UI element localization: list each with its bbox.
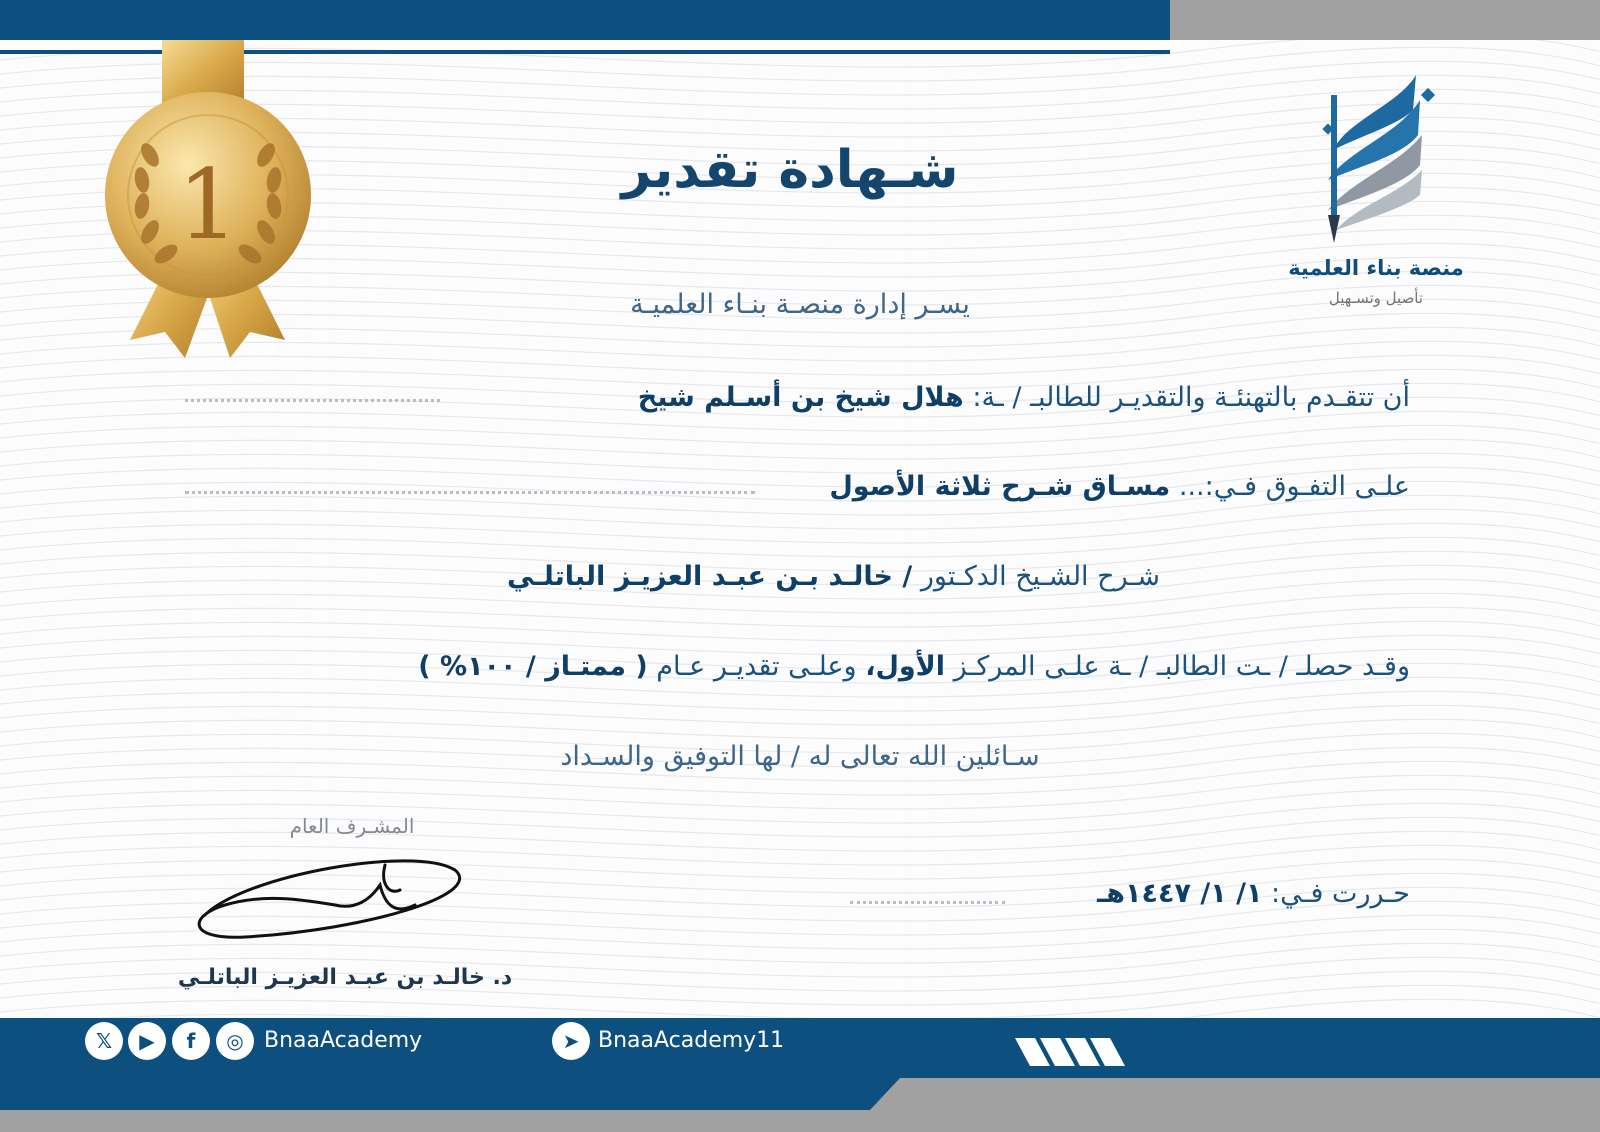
bnaa-logo-icon <box>1288 65 1468 320</box>
student-name: هلال شيخ بن أسـلم شيخ <box>637 382 964 413</box>
rank-line <box>418 645 1410 689</box>
certificate-title: شـهادة تقدير <box>621 140 959 200</box>
subject-name: مسـاق شـرح ثلاثة الأصول <box>829 471 1171 502</box>
rank-prefix: وقـد حصلـ / ـت الطالبـ / ـة علـى المركـز <box>953 651 1410 682</box>
instagram-icon[interactable]: ◎ <box>216 1022 254 1060</box>
closing-line: سـائلين الله تعالى له / لها التوفيق والسـداد <box>560 741 1040 772</box>
teacher-line <box>507 555 1160 599</box>
subject-dotted-line <box>185 490 755 494</box>
facebook-icon[interactable]: f <box>172 1022 210 1060</box>
date-dotted-line <box>850 900 1005 904</box>
signature-image <box>185 845 475 950</box>
subject-prefix: علـى التفـوق فـي:... <box>1178 471 1410 502</box>
youtube-icon[interactable]: ▶ <box>128 1022 166 1060</box>
teacher-prefix: شـرح الشـيخ الدكـتور <box>920 561 1160 592</box>
date-label: حـررت فـي: <box>1271 878 1410 909</box>
rank-value: الأول، <box>865 651 946 682</box>
social-handle[interactable]: BnaaAcademy <box>264 1028 423 1053</box>
supervisor-title: المشـرف العام <box>289 814 415 838</box>
subject-line <box>829 465 1410 509</box>
grade-value: ( ممتـاز / ١٠٠% ) <box>418 651 648 682</box>
logo-tagline: تأصيل وتسـهيل <box>1328 289 1424 307</box>
top-gray-bar <box>1170 0 1600 40</box>
student-dotted-line <box>185 398 440 402</box>
date-value: ١/ ١/ ١٤٤٧هـ <box>1097 878 1263 909</box>
footer-bar <box>0 1018 1600 1132</box>
intro-line: يسـر إدارة منصـة بنـاء العلميـة <box>630 289 970 320</box>
x-icon[interactable]: 𝕏 <box>85 1022 123 1060</box>
gold-medal-icon <box>100 40 330 370</box>
teacher-name: / خالـد بـن عبـد العزيـز الباتلـي <box>507 561 913 592</box>
student-prefix: أن تتقـدم بالتهنئـة والتقديـر للطالبـ / ـة: <box>972 382 1410 413</box>
grade-prefix: وعلـى تقديـر عـام <box>656 651 857 682</box>
supervisor-name: د. خالـد بن عبـد العزيـز الباتلـي <box>177 965 513 990</box>
medal-number: 1 <box>177 149 239 261</box>
logo-name: منصة بناء العلمية <box>1288 256 1464 280</box>
date-line <box>1097 872 1410 916</box>
top-blue-bar <box>0 0 1170 40</box>
student-line <box>638 376 1410 420</box>
telegram-handle[interactable]: BnaaAcademy11 <box>598 1028 785 1053</box>
telegram-icon[interactable]: ➤ <box>552 1022 590 1060</box>
